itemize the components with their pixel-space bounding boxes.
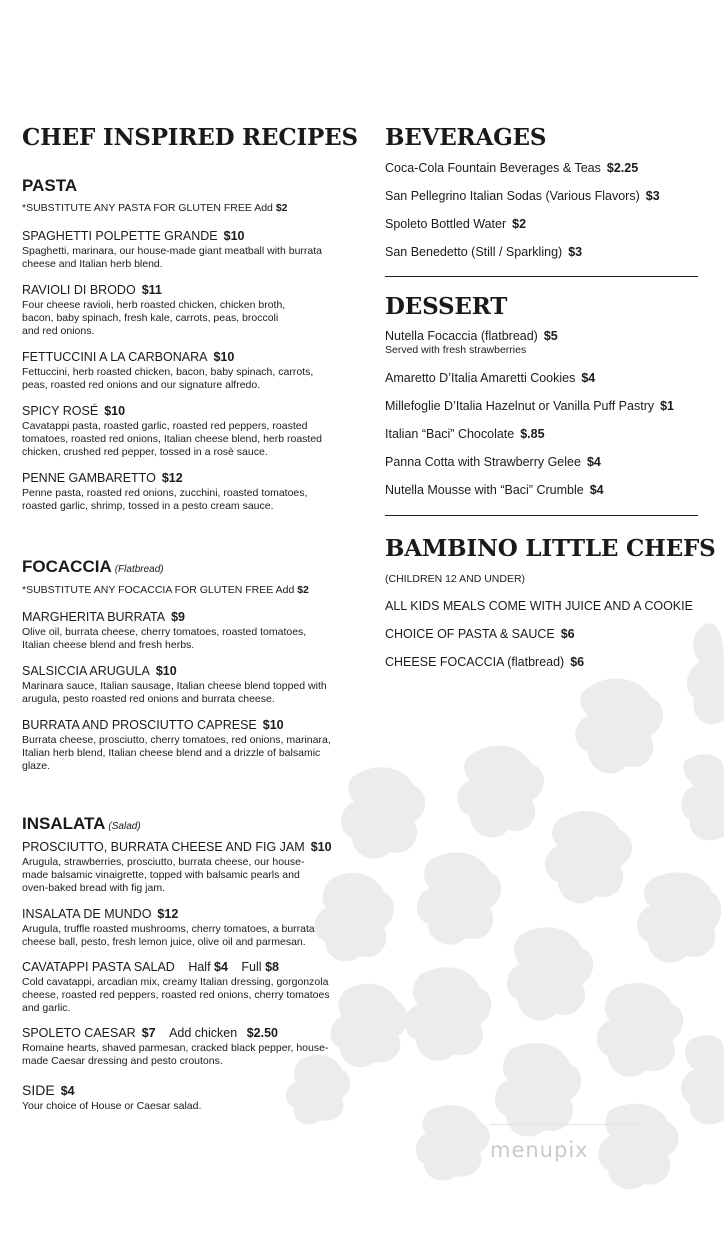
item-name: CHEESE FOCACCIA (flatbread) (385, 655, 565, 669)
watermark: menupix (490, 1138, 589, 1162)
item-price: $10 (104, 404, 126, 418)
dessert-title: DESSERT (385, 293, 508, 320)
item-price: $4 (581, 371, 596, 385)
menu-item (385, 371, 698, 386)
kids-info: ALL KIDS MEALS COME WITH JUICE AND A COOKIE (385, 599, 693, 613)
menu-item (22, 610, 342, 652)
item-description: Marinara sauce, Italian sausage, Italian cheese blend topped with arugula, pesto roasted red onions and burrata cheese. (22, 680, 327, 705)
item-name: Nutella Focaccia (flatbread) (385, 329, 538, 343)
insalata-subheading: (Salad) (108, 821, 141, 832)
menu-item (385, 455, 698, 470)
item-name: SPICY ROSÉ (22, 404, 99, 418)
insalata-heading-text: INSALATA (22, 814, 106, 833)
section-divider (385, 515, 698, 516)
pasta-gluten-note-price: $2 (275, 202, 288, 214)
half-label: Half (188, 960, 211, 974)
item-price: $3 (645, 189, 660, 203)
pasta-heading: PASTA (22, 176, 78, 195)
focaccia-gluten-note (22, 584, 309, 596)
menu-item (385, 217, 698, 232)
item-price: $7 (141, 1026, 156, 1040)
menu-item (22, 404, 342, 459)
item-description: Olive oil, burrata cheese, cherry tomatoes, roasted tomatoes, Italian cheese blend and fresh herbs. (22, 626, 307, 651)
item-description: Arugula, strawberries, prosciutto, burrata cheese, our house-made balsamic vinaigrette, topped with balsamic pearls and oven-baked bread with fig jam. (22, 856, 305, 894)
menu-item (22, 283, 342, 338)
section-divider (385, 276, 698, 277)
item-price: $2 (512, 217, 527, 231)
item-price: $10 (223, 229, 245, 243)
item-price: $12 (161, 471, 183, 485)
focaccia-heading-text: FOCACCIA (22, 557, 112, 576)
item-name: BURRATA AND PROSCIUTTO CAPRESE (22, 718, 257, 732)
item-price: $5 (543, 329, 558, 343)
focaccia-subheading: (Flatbread) (114, 564, 164, 575)
item-description: Cold cavatappi, arcadian mix, creamy Italian dressing, gorgonzola cheese, roasted red peppers, roasted red onions, cherry tomatoes and garlic. (22, 976, 330, 1014)
menu-item (22, 840, 342, 895)
focaccia-gluten-note-price: $2 (297, 584, 309, 596)
item-price: $10 (310, 840, 332, 854)
item-name: San Benedetto (Still / Sparkling) (385, 245, 563, 259)
menu-item (385, 627, 698, 642)
item-price: $10 (262, 718, 284, 732)
add-chicken-price: $2.50 (246, 1026, 278, 1040)
item-name: SALSICCIA ARUGULA (22, 664, 150, 678)
half-price: $4 (214, 960, 228, 974)
item-price: $11 (141, 283, 162, 297)
menu-item (385, 399, 698, 414)
menu-item (385, 655, 698, 670)
add-chicken-label: Add chicken (169, 1026, 238, 1040)
item-price: $4 (589, 483, 604, 497)
item-description: Four cheese ravioli, herb roasted chicken, chicken broth, bacon, baby spinach, fresh kale, carrots, peas, broccoli and red onions. (22, 299, 286, 337)
item-description: Romaine hearts, shaved parmesan, cracked black pepper, house-made Caesar dressing and pesto croutons. (22, 1042, 329, 1067)
item-price: $10 (155, 664, 177, 678)
watermark-line (490, 1124, 640, 1125)
full-label: Full (241, 960, 262, 974)
item-name: Coca-Cola Fountain Beverages & Teas (385, 161, 601, 175)
item-description: Fettuccini, herb roasted chicken, bacon, baby spinach, carrots, peas, roasted red onions and our signature alfredo. (22, 366, 314, 391)
item-description: Your choice of House or Caesar salad. (22, 1100, 202, 1112)
item-price: $6 (560, 627, 575, 641)
item-description: Served with fresh strawberries (385, 344, 527, 356)
item-name: FETTUCCINI A LA CARBONARA (22, 350, 208, 364)
menu-item (385, 329, 698, 357)
item-name: CAVATAPPI PASTA SALAD (22, 960, 175, 974)
item-price: $10 (213, 350, 235, 364)
kids-title: BAMBINO LITTLE CHEFS (385, 535, 716, 562)
menu-item (22, 718, 342, 773)
item-price: $2.25 (606, 161, 639, 175)
menu-item (385, 161, 698, 176)
item-price: $3 (568, 245, 583, 259)
insalata-heading (22, 814, 141, 834)
item-name: PENNE GAMBARETTO (22, 471, 156, 485)
item-name: CHOICE OF PASTA & SAUCE (385, 627, 555, 641)
menu-item (22, 1026, 342, 1068)
item-name: Millefoglie D’Italia Hazelnut or Vanilla Puff Pastry (385, 399, 655, 413)
beverages-title: BEVERAGES (385, 124, 547, 151)
item-description: Penne pasta, roasted red onions, zucchini, roasted tomatoes, roasted garlic, shrimp, tossed in a pesto cream sauce. (22, 487, 308, 512)
pasta-gluten-note-text: *SUBSTITUTE ANY PASTA FOR GLUTEN FREE Add (22, 202, 273, 214)
item-name: Amaretto D’Italia Amaretti Cookies (385, 371, 576, 385)
item-name: Italian “Baci” Chocolate (385, 427, 515, 441)
item-description: Cavatappi pasta, roasted garlic, roasted red peppers, roasted tomatoes, roasted red onions, Italian cheese blend, herb roasted chicken, crushed red pepper, tossed in a rosè sauce. (22, 420, 323, 458)
item-name: PROSCIUTTO, BURRATA CHEESE AND FIG JAM (22, 840, 305, 854)
item-price: $4 (586, 455, 601, 469)
menu-item (22, 664, 342, 706)
item-name: SIDE (22, 1082, 55, 1098)
item-name: SPOLETO CAESAR (22, 1026, 136, 1040)
side-item (22, 1082, 342, 1113)
item-name: MARGHERITA BURRATA (22, 610, 166, 624)
menu-item (22, 471, 342, 513)
menu-item (22, 350, 342, 392)
item-name: SPAGHETTI POLPETTE GRANDE (22, 229, 218, 243)
item-name: RAVIOLI DI BRODO (22, 283, 136, 297)
pasta-gluten-note (22, 202, 288, 214)
focaccia-heading (22, 557, 164, 577)
menu-item (22, 960, 342, 1015)
item-name: Panna Cotta with Strawberry Gelee (385, 455, 581, 469)
menu-title: CHEF INSPIRED RECIPES (22, 124, 358, 151)
kids-age-note: (CHILDREN 12 AND UNDER) (385, 573, 526, 585)
menu-item (385, 483, 698, 498)
item-description: Burrata cheese, prosciutto, cherry tomatoes, red onions, marinara, Italian herb blend, Italian cheese blend and a drizzle of balsamic glaze. (22, 734, 331, 772)
item-price: $4 (60, 1084, 75, 1098)
item-price: $9 (171, 610, 185, 624)
menu-item (385, 189, 698, 204)
item-price: $12 (157, 907, 179, 921)
item-description: Spaghetti, marinara, our house-made giant meatball with burrata cheese and Italian herb blend. (22, 245, 322, 270)
item-description: Arugula, truffle roasted mushrooms, cherry tomatoes, a burrata cheese ball, pesto, fresh lemon juice, olive oil and parmesan. (22, 923, 315, 948)
focaccia-gluten-note-text: *SUBSTITUTE ANY FOCACCIA FOR GLUTEN FREE Add (22, 584, 295, 596)
full-price: $8 (265, 960, 279, 974)
item-name: Nutella Mousse with “Baci” Crumble (385, 483, 584, 497)
item-price: $.85 (520, 427, 545, 441)
item-price: $1 (660, 399, 675, 413)
menu-item (22, 229, 342, 271)
menu-item (385, 427, 698, 442)
menu-item (22, 907, 342, 949)
menu-item (385, 245, 698, 260)
item-name: Spoleto Bottled Water (385, 217, 507, 231)
item-name: San Pellegrino Italian Sodas (Various Flavors) (385, 189, 640, 203)
item-price: $6 (570, 655, 585, 669)
item-name: INSALATA DE MUNDO (22, 907, 152, 921)
